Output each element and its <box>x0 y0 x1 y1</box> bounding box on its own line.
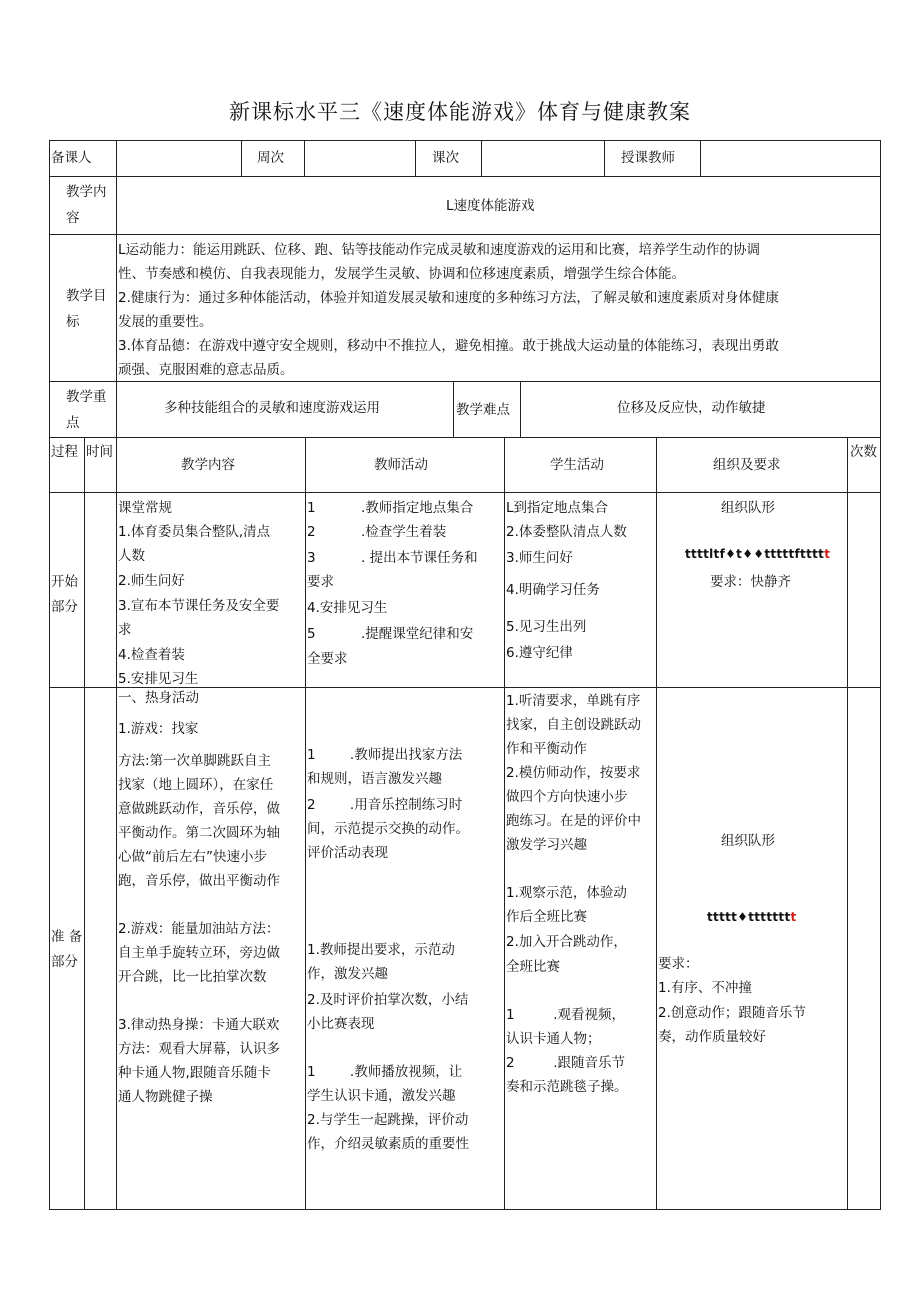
start-teacher-text: 要求 <box>307 574 334 590</box>
focus-value: 多种技能组合的灵敏和速度游戏运用 <box>164 400 380 416</box>
start-student-line: 5.见习生出列 <box>506 619 587 635</box>
prep-student-line: 奏和示范跳毯子操。 <box>506 1079 628 1095</box>
start-label-line2: 部分 <box>51 599 78 615</box>
lesson-number-label: 课次 <box>432 150 459 166</box>
col-divider <box>116 437 117 1210</box>
col-divider <box>656 437 657 1210</box>
header-teacher: 教师活动 <box>374 457 428 473</box>
prep-org-requirement: 要求： <box>658 956 699 972</box>
prep-student-line: 1.听清要求，单跳有序 <box>506 693 641 709</box>
prep-student-line: 跑练习。在是的评价中 <box>506 813 641 829</box>
prep-label-line1: 准 备 <box>51 929 83 945</box>
goals-label-line1: 教学目 <box>66 288 107 304</box>
prep-content-line: 自主单手旋转立环，旁边做 <box>118 945 280 961</box>
prep-student-line: 全班比赛 <box>506 959 560 975</box>
goals-label-line2: 标 <box>66 314 80 330</box>
focus-label-line2: 点 <box>66 415 80 431</box>
goal-line: L运动能力：能运用跳跃、位移、跑、钻等技能动作完成灵敏和速度游戏的运用和比赛，培养学生动作的协调 <box>118 242 761 258</box>
prep-teacher-line: 2.与学生一起跳操，评价动 <box>307 1112 469 1128</box>
header-process: 过程 <box>51 444 78 460</box>
prep-formation-main: ttttt♦ttttttt <box>707 910 791 924</box>
col-divider <box>604 140 605 176</box>
col-divider <box>504 437 505 1210</box>
start-student-line: 2.体委整队清点人数 <box>506 524 627 540</box>
teacher-label: 授课教师 <box>621 150 675 166</box>
col-divider <box>847 437 848 1210</box>
prep-content-line: 方法：观看大屏幕，认识多 <box>118 1041 280 1057</box>
start-teacher-text: .教师指定地点集合 <box>361 500 474 516</box>
goal-line: 3.体育品德：在游戏中遵守安全规则，移动中不推拉人，避免相撞。敢于挑战大运动量的体能练习，表现出勇敢 <box>118 338 779 354</box>
prep-student-line: 2 .跟随音乐节 <box>506 1055 626 1071</box>
start-student-line: 3.师生问好 <box>506 550 573 566</box>
prep-student-line: 做四个方向快速小步 <box>506 789 628 805</box>
prep-content-line: 跑，音乐停，做出平衡动作 <box>118 873 280 889</box>
col-divider <box>304 140 305 176</box>
start-teacher-text: 全要求 <box>307 651 348 667</box>
start-teacher-num: 3 <box>307 550 316 566</box>
header-count: 次数 <box>850 444 877 460</box>
start-formation <box>685 547 830 561</box>
start-content-line: 求 <box>118 622 132 638</box>
goal-line: 顽强、克服困难的意志品质。 <box>118 362 294 378</box>
prep-content-line: 意做跳跃动作，音乐停，做 <box>118 801 280 817</box>
prep-student-line: 找家，自主创设跳跃动 <box>506 717 641 733</box>
start-formation-end: t <box>824 547 831 561</box>
header-content: 教学内容 <box>181 457 235 473</box>
prep-content-line: 找家（地上圆环），在家任 <box>118 777 274 793</box>
prep-content-line: 方法:第一次单脚跳跃自主 <box>118 753 272 769</box>
header-org: 组织及要求 <box>713 457 781 473</box>
difficulty-value: 位移及反应快，动作敏捷 <box>617 400 766 416</box>
prep-student-line: 2.模仿师动作，按要求 <box>506 765 641 781</box>
content-value: L速度体能游戏 <box>446 198 535 214</box>
col-divider <box>481 140 482 176</box>
prep-student-line: 2.加入开合跳动作， <box>506 934 627 950</box>
prep-formation-end: t <box>790 910 797 924</box>
start-org-title: 组织队形 <box>721 500 775 516</box>
prep-formation <box>707 910 797 924</box>
goal-line: 发展的重要性。 <box>118 314 213 330</box>
prep-content-line: 种卡通人物,跟随音乐随卡 <box>118 1065 271 1081</box>
prep-org-requirement: 奏，动作质量较好 <box>658 1029 766 1045</box>
start-student-line: L到指定地点集合 <box>506 500 609 516</box>
prep-org-title: 组织队形 <box>721 833 775 849</box>
prep-content-line: 通人物跳健子操 <box>118 1089 213 1105</box>
col-divider <box>305 437 306 1210</box>
start-content-line: 3.宣布本节课任务及安全要 <box>118 598 280 614</box>
prep-content-line: 平衡动作。第二次圆环为轴 <box>118 825 280 841</box>
prep-content-line: 2.游戏：能量加油站方法： <box>118 921 280 937</box>
prep-content-line: 心做“前后左右”快速小步 <box>118 849 267 865</box>
prep-teacher-line: 1 .教师播放视频，让 <box>307 1064 463 1080</box>
prep-teacher-line: 间，示范提示交换的动作。 <box>307 821 469 837</box>
prep-student-line: 作后全班比赛 <box>506 909 587 925</box>
prep-content-line: 1.游戏：找家 <box>118 721 199 737</box>
start-content-line: 2.师生问好 <box>118 573 185 589</box>
preparer-label: 备课人 <box>51 150 92 166</box>
prep-student-line: 作和平衡动作 <box>506 741 587 757</box>
col-divider <box>520 381 521 437</box>
start-content-line: 课堂常规 <box>118 500 172 516</box>
prep-org-requirement: 2.创意动作；跟随音乐节 <box>658 1005 806 1021</box>
row-divider <box>49 234 881 235</box>
start-student-line: 6.遵守纪律 <box>506 645 573 661</box>
prep-content-line: 一、热身活动 <box>118 690 199 706</box>
prep-teacher-line: 和规则，语言激发兴趣 <box>307 771 442 787</box>
prep-teacher-line: 学生认识卡通，激发兴趣 <box>307 1088 456 1104</box>
col-divider <box>453 381 454 437</box>
prep-content-line: 3.律动热身操：卡通大联欢 <box>118 1017 280 1033</box>
header-student: 学生活动 <box>550 457 604 473</box>
start-content-line: 人数 <box>118 548 145 564</box>
start-teacher-text: .提醒课堂纪律和安 <box>361 626 474 642</box>
prep-teacher-line: 作，介绍灵敏素质的重要性 <box>307 1136 469 1152</box>
row-divider <box>49 176 881 177</box>
goal-line: 2.健康行为：通过多种体能活动，体验并知道发展灵敏和速度的多种练习方法，了解灵敏和速度素质对身体健康 <box>118 290 779 306</box>
goal-line: 性、节奏感和模仿、自我表现能力，发展学生灵敏、协调和位移速度素质，增强学生综合体能。 <box>118 266 685 282</box>
col-divider <box>415 140 416 176</box>
prep-teacher-line: 作，激发兴趣 <box>307 966 388 982</box>
start-label-line1: 开始 <box>51 574 78 590</box>
row-divider <box>49 492 881 493</box>
page-title: 新课标水平三《速度体能游戏》体育与健康教案 <box>229 100 691 124</box>
prep-student-line: 认识卡通人物； <box>506 1031 601 1047</box>
prep-teacher-line: 小比赛表现 <box>307 1016 375 1032</box>
prep-label-line2: 部分 <box>51 954 78 970</box>
prep-teacher-line: 评价活动表现 <box>307 845 388 861</box>
start-org-requirement: 要求：快静齐 <box>710 574 791 590</box>
start-teacher-text: .检查学生着装 <box>361 524 447 540</box>
start-content-line: 1.体育委员集合整队,清点 <box>118 524 271 540</box>
col-divider <box>84 437 85 1210</box>
start-formation-main: ttttltf♦t♦♦tttttftttt <box>685 547 825 561</box>
prep-teacher-line: 1.教师提出要求，示范动 <box>307 942 455 958</box>
col-divider <box>700 140 701 176</box>
start-teacher-num: 5 <box>307 626 316 642</box>
prep-student-line: 1.观察示范，体验动 <box>506 885 627 901</box>
prep-org-requirement: 1.有序、不冲撞 <box>658 980 752 996</box>
week-label: 周次 <box>257 150 284 166</box>
start-content-line: 5.安排见习生 <box>118 671 199 687</box>
start-student-line: 4.明确学习任务 <box>506 582 600 598</box>
start-teacher-num: 1 <box>307 500 316 516</box>
prep-teacher-line: 2 .用音乐控制练习时 <box>307 797 463 813</box>
content-label-line2: 容 <box>66 210 80 226</box>
difficulty-label: 教学难点 <box>456 402 510 418</box>
focus-label-line1: 教学重 <box>66 389 107 405</box>
col-divider <box>241 140 242 176</box>
start-teacher-text: 4.安排见习生 <box>307 600 388 616</box>
col-divider <box>116 140 117 437</box>
start-teacher-text: . 提出本节课任务和 <box>361 550 478 566</box>
prep-teacher-line: 1 .教师提出找家方法 <box>307 747 463 763</box>
prep-content-line: 开合跳，比一比拍掌次数 <box>118 969 267 985</box>
prep-teacher-line: 2.及时评价拍掌次数，小结 <box>307 992 469 1008</box>
start-content-line: 4.检查着装 <box>118 647 185 663</box>
prep-student-line: 激发学习兴趣 <box>506 837 587 853</box>
prep-student-line: 1 .观看视频， <box>506 1007 626 1023</box>
header-time: 时间 <box>86 444 113 460</box>
row-divider <box>49 437 881 438</box>
content-label-line1: 教学内 <box>66 184 107 200</box>
start-teacher-num: 2 <box>307 524 316 540</box>
